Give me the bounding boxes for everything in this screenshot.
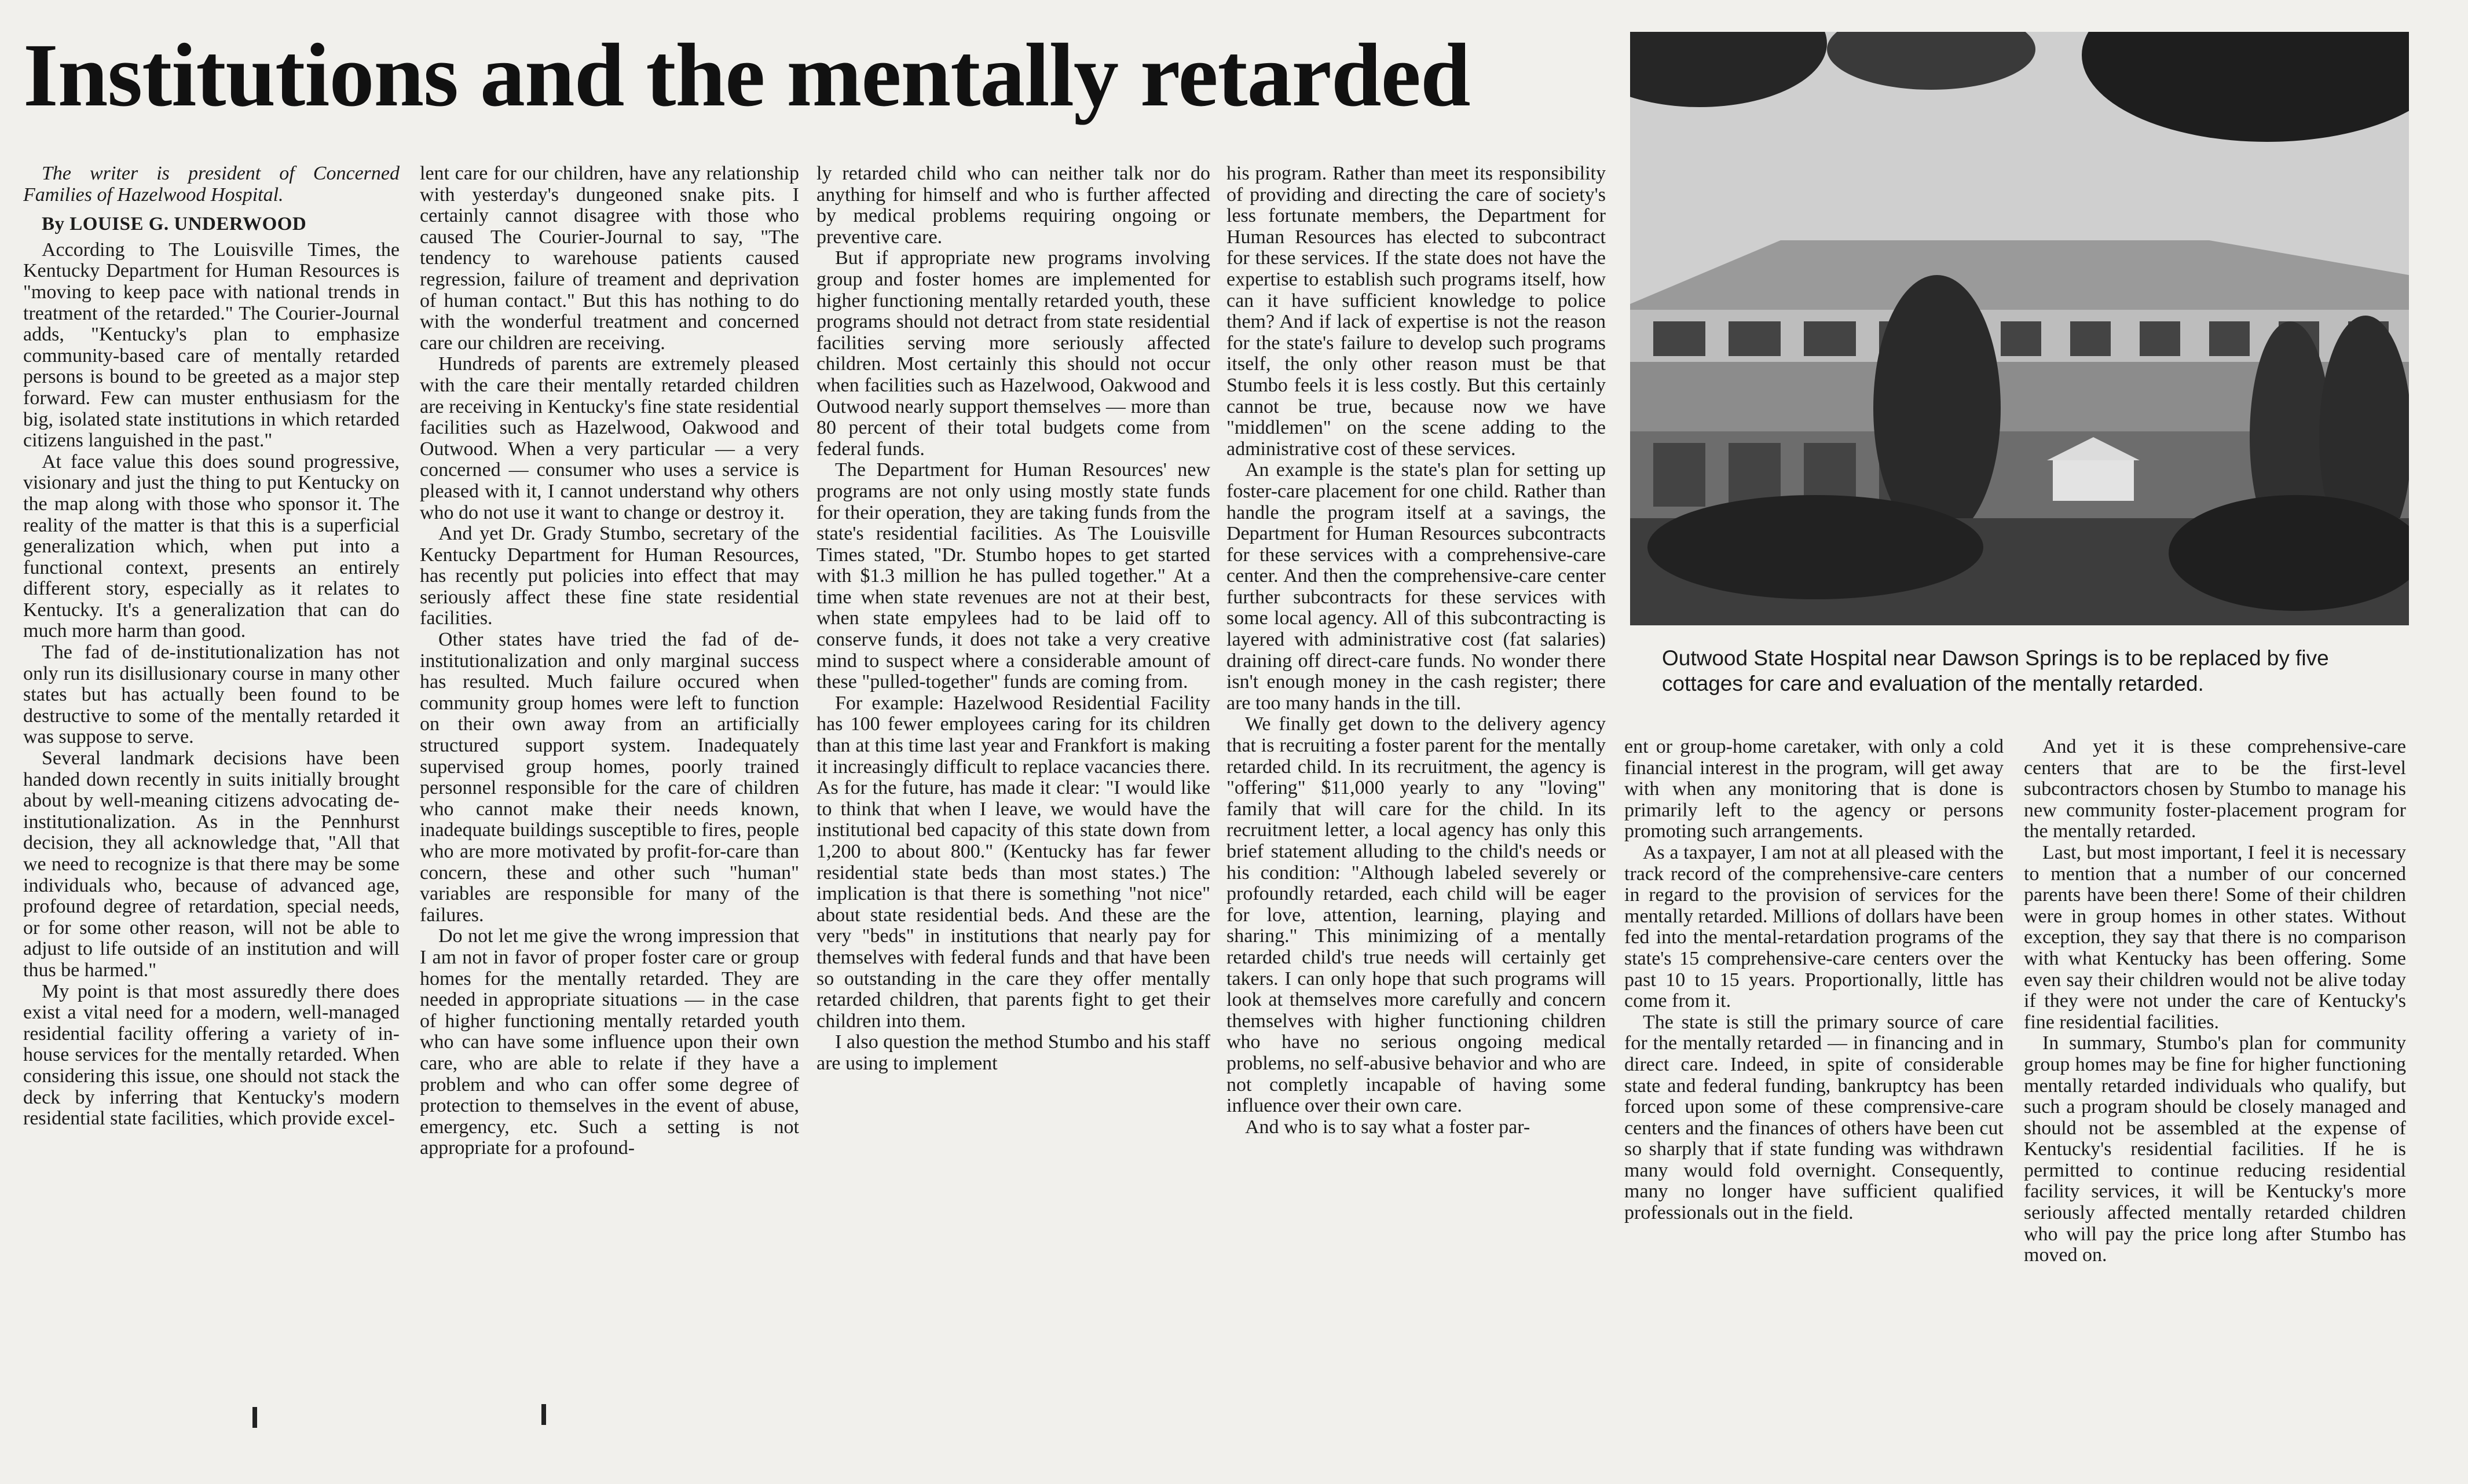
article-column-2 — [420, 163, 799, 1391]
headline: Institutions and the mentally retarded — [23, 25, 1470, 125]
paragraph: And yet Dr. Grady Stumbo, secretary of the Kentucky Department for Human Resources, has recently put policies into effect that may seriously affect these fine state residential facilities. — [420, 523, 799, 629]
paragraph: Hundreds of parents are extremely pleased with the care their mentally retarded children are receiving in Kentucky's fine state residential facilities such as Hazelwood, Oakwood and Outwood. When a very particular — a very concerned — consumer who uses a service is pleased with it, I cannot understand why others who do not use it want to change or destroy it. — [420, 353, 799, 523]
paragraph: ent or group-home caretaker, with only a cold financial interest in the program, will get away with when any monitoring that is done is primarily left to the agency or persons promoting such arrangements. — [1624, 736, 2004, 842]
paragraph: But if appropriate new programs involving group and foster homes are implemented for higher functioning mentally retarded youth, these programs should not detract from state residential facilities serving more seriously affected children. Most certainly this should not occur when facilities such as Hazelwood, Oakwood and Outwood nearly support themselves — more than 80 percent of their total budgets come from federal funds. — [816, 247, 1210, 460]
paragraph: And who is to say what a foster par- — [1245, 1116, 1530, 1138]
paragraph: Other states have tried the fad of de-institutionalization and only marginal success has resulted. Much failure occured when community group homes were left to function on their own away from an artificially structured support system. Inadequately supervised group homes, poorly trained personnel responsible for the care of children who cannot make their needs known, inadequate buildings susceptible to fires, people who are more motivated by profit-for-care than concern, these and other such "human" variables are responsible for many of the failures. — [420, 629, 799, 926]
article-column-6 — [2024, 736, 2406, 1391]
paragraph: I also question the method Stumbo and his staff are using to implement — [816, 1031, 1210, 1074]
paragraph: For example: Hazelwood Residential Facility has 100 fewer employees caring for its children than at this time last year and Frankfort is making it increasingly difficult to replace vacancies there. As for the future, has made it clear: "I would like to think that when I leave, we would have the institutional bed capacity of this state down from 1,200 to about 800." (Kentucky has far fewer residential state beds than most states.) The implication is that there is something "not nice" about state residential beds. And these are the very "beds" in institutions that nearly pay for themselves with federal funds and that have been so outstanding in the care they offer mentally retarded children, that parents fight to get their children into them. — [816, 692, 1210, 1032]
byline: By LOUISE G. UNDERWOOD — [42, 214, 307, 235]
paragraph: In summary, Stumbo's plan for community group homes may be fine for higher functioning mentally retarded individuals who qualify, but such a program should be closely managed and should not be assembled at the expense of Kentucky's residential facilities. If he is permitted to continue reducing residential facility services, it will be Kentucky's more seriously affected mentally retarded children who will pay the price long after Stumbo has moved on. — [2024, 1032, 2406, 1266]
author-note: The writer is president of Concerned Families of Hazelwood Hospital. — [23, 163, 400, 206]
paragraph: We finally get down to the delivery agency that is recruiting a foster parent for the mentally retarded child. In its recruitment, the agency is "offering" $11,000 yearly to any "loving" family that will care for the child. In its recruitment letter, a local agency has only this brief statement alluding to the child's needs or his condition: "Although labeled severely or profoundly retarded, each child will be eager for love, attention, learning, playing and sharing." This minimizing of a mentally retarded child's true needs will certainly get takers. I can only hope that such programs will look at themselves more carefully and concern themselves with higher functioning children who have no serious ongoing medical problems, no self-abusive behavior and who are not completly incapable of having some influence over their own care. — [1226, 713, 1606, 1117]
paragraph: According to The Louisville Times, the Kentucky Department for Human Resources is "moving to keep pace with national trends in treatment of the retarded." The Courier-Journal adds, "Kentucky's plan to emphasize community-based care of mentally retarded persons is bound to be greeted as a major step forward. Few can muster enthusiasm for the big, isolated state institutions in which retarded citizens languished in the past." — [23, 239, 400, 452]
paragraph: Several landmark decisions have been handed down recently in suits initially brought about by well-meaning citizens advocating de-institutionalization. As in the Pennhurst decision, they all acknowledge that, "All that we need to recognize is that there may be some individuals who, because of advanced age, profound degree of retardation, special needs, or for some other reason, will not be able to adjust to life outside of an institution and will thus be harmed." — [23, 748, 400, 981]
paragraph: My point is that most assuredly there does exist a vital need for a modern, well-managed residential facility offering a variety of in-house services for the mentally retarded. When considering this issue, one should not stack the deck by inferring that Kentucky's modern residential state facilities, which provide excel- — [23, 980, 400, 1130]
article-column-1 — [23, 163, 400, 1391]
photo-caption: Outwood State Hospital near Dawson Springs is to be replaced by five cottages for care and evaluation of the mentally retarded. — [1662, 646, 2329, 695]
paragraph: An example is the state's plan for setting up foster-care placement for one child. Rather than handle the program itself at a savings, the Department for Human Resources subcontracts for these services with a comprehensive-care center. And then the comprehensive-care center further subcontracts for these services with some local agency. All of this subcontracting is layered with administrative cost (fat salaries) draining off direct-care funds. No wonder there isn't enough money in the cash register; there are too many hands in the till. — [1226, 459, 1606, 714]
paragraph: his program. Rather than meet its responsibility of providing and directing the care of society's less fortunate members, the Department for Human Resources has elected to subcontract for these services. If the state does not have the expertise to establish such programs itself, how can it have sufficient knowledge to police them? And if lack of expertise is not the reason for the state's failure to develop such programs itself, the only other reason must be that Stumbo feels it is less costly. But this certainly cannot be true, because now we have "middlemen" on the scene adding to the administrative cost of these services. — [1226, 163, 1606, 460]
paragraph: At face value this does sound progressive, visionary and just the thing to put Kentucky on the map along with those who sponsor it. The reality of the matter is that this is a superficial generalization which, when put into a functional context, presents an entirely different story, especially as it relates to Kentucky. It's a generalization that can do much more harm than good. — [23, 450, 400, 642]
paragraph: And yet it is these comprehensive-care centers that are to be the first-level subcontractors chosen by Stumbo to manage his new community foster-placement program for the mentally retarded. — [2024, 736, 2406, 842]
paragraph: As a taxpayer, I am not at all pleased with the track record of the comprehensive-care centers in regard to the provision of services for the mentally retarded. Millions of dollars have been fed into the mental-retardation programs of the state's 15 comprehensive-care centers over the past 10 to 15 years. Proportionally, little has come from it. — [1624, 841, 2004, 1012]
article-column-5 — [1624, 736, 2004, 1391]
print-mark — [541, 1404, 546, 1425]
article-column-4 — [1226, 163, 1606, 1391]
paragraph: Last, but most important, I feel it is necessary to mention that a number of our concerned parents have been there! Some of their children were in group homes in other states. Without exception, they say that there is no comparison with what Kentucky has been offering. Some even say their children would not be alive today if they were not under the care of Kentucky's fine residential facilities. — [2024, 841, 2406, 1033]
paragraph: The Department for Human Resources' new programs are not only using mostly state funds for their operation, they are taking funds from the state's residential facilities. As The Louisville Times stated, "Dr. Stumbo hopes to get started with $1.3 million he has pulled together." At a time when state revenues are not at their best, when state empylees had to be laid off to conserve funds, it does not take a very creative mind to suspect where a considerable amount of these "pulled-together" funds are coming from. — [816, 459, 1210, 693]
paragraph: The fad of de-institutionalization has not only run its disillusionary course in many other states but has actually been found to be destructive to some of the mentally retarded it was suppose to serve. — [23, 642, 400, 748]
print-mark — [252, 1407, 257, 1428]
paragraph: Do not let me give the wrong impression that I am not in favor of proper foster care or group homes for the mentally retarded. They are needed in appropriate situations — in the case of higher functioning mentally retarded youth who can have some influence upon their own care, who are able to relate if they have a problem and who can offer some degree of protection to themselves in the event of abuse, emergency, etc. Such a setting is not appropriate for a profound- — [420, 925, 799, 1159]
hospital-photo — [1630, 32, 2409, 625]
paragraph: lent care for our children, have any relationship with yesterday's dungeoned snake pits. I certainly cannot disagree with those who caused The Courier-Journal to say, "The tendency to warehouse patients caused regression, failure of treament and deprivation of human contact." But this has nothing to do with the wonderful treatment and concerned care our children are receiving. — [420, 163, 799, 354]
paragraph: ly retarded child who can neither talk nor do anything for himself and who is further affected by medical problems requiring ongoing or preventive care. — [816, 163, 1210, 248]
article-column-3 — [816, 163, 1210, 1391]
hospital-building-icon — [1630, 32, 2409, 625]
paragraph: The state is still the primary source of care for the mentally retarded — in financing and in direct care. Indeed, in spite of considerable state and federal funding, bankruptcy has been forced upon some of these comprensive-care centers and the finances of others have been cut so sharply that if state funding was withdrawn many would fold overnight. Consequently, many no longer have sufficient qualified professionals out in the field. — [1624, 1011, 2004, 1224]
